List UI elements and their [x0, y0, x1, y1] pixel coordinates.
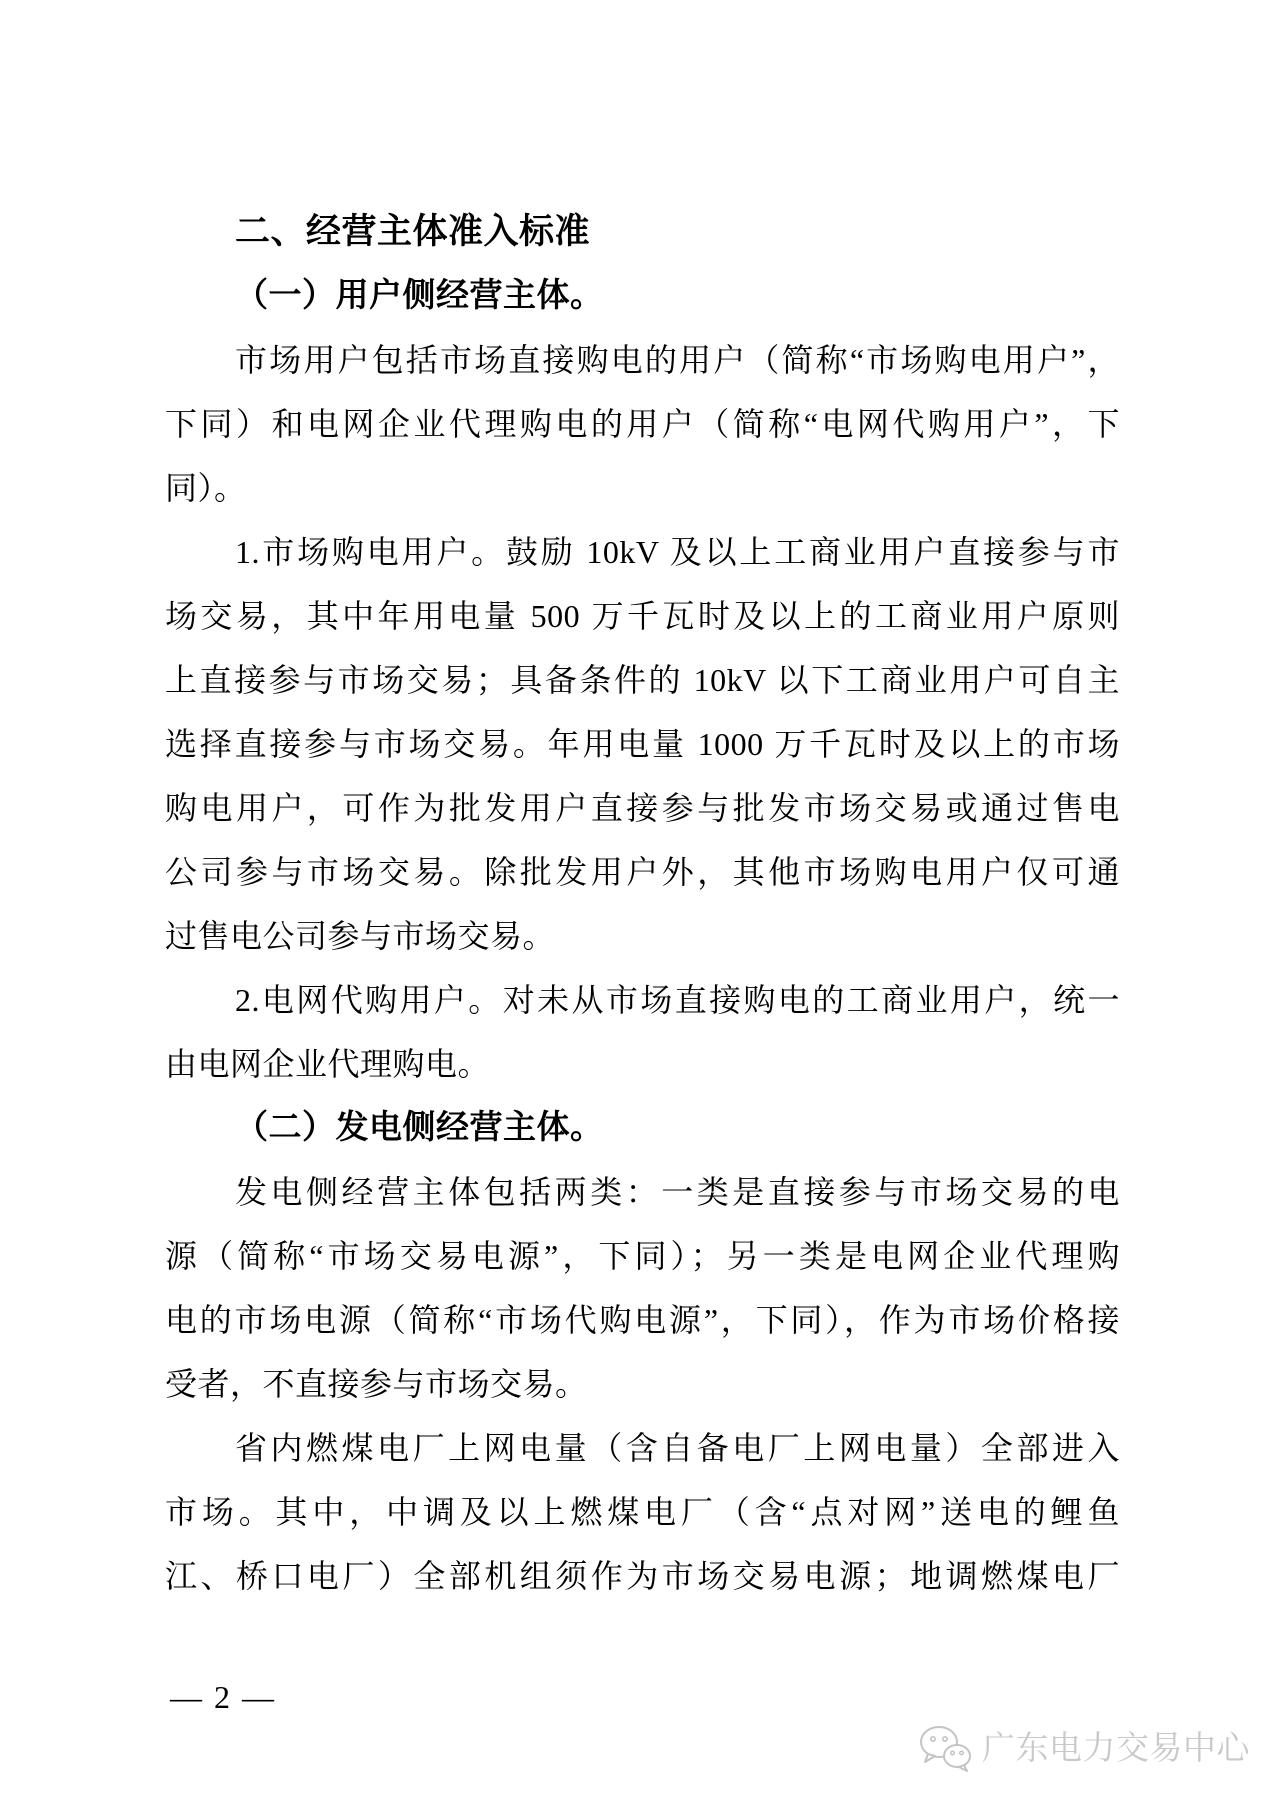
text-line: 市场。其中，中调及以上燃煤电厂（含“点对网”送电的鲤鱼 [165, 1494, 1120, 1530]
text-line: 受者，不直接参与市场交易。 [165, 1366, 588, 1402]
text-line: 2.电网代购用户。对未从市场直接购电的工商业用户，统一 [235, 982, 1120, 1018]
text-line: 江、桥口电厂）全部机组须作为市场交易电源；地调燃煤电厂 [165, 1558, 1120, 1594]
text-line: 发电侧经营主体包括两类：一类是直接参与市场交易的电 [235, 1174, 1120, 1210]
text-line: 电的市场电源（简称“市场代购电源”，下同），作为市场价格接 [165, 1302, 1120, 1338]
document-body [165, 200, 1120, 1608]
text-line: 同）。 [165, 470, 247, 506]
text-line: 公司参与市场交易。除批发用户外，其他市场购电用户仅可通 [165, 854, 1120, 890]
text-line: 场交易，其中年用电量 500 万千瓦时及以上的工商业用户原则 [165, 598, 1120, 634]
text-line: 下同）和电网企业代理购电的用户（简称“电网代购用户”，下 [165, 406, 1120, 442]
subsection-heading: （一）用户侧经营主体。 [235, 278, 604, 314]
subsection-heading: （二）发电侧经营主体。 [235, 1110, 604, 1146]
text-line: 购电用户，可作为批发用户直接参与批发市场交易或通过售电 [165, 790, 1120, 826]
wechat-icon [918, 1724, 972, 1772]
text-line: 1.市场购电用户。鼓励 10kV 及以上工商业用户直接参与市 [235, 534, 1120, 570]
watermark-text: 广东电力交易中心 [982, 1729, 1250, 1766]
section-heading: 二、经营主体准入标准 [235, 212, 591, 251]
text-line: 过售电公司参与市场交易。 [165, 918, 556, 954]
text-line: 上直接参与市场交易；具备条件的 10kV 以下工商业用户可自主 [165, 662, 1120, 698]
text-line: 市场用户包括市场直接购电的用户（简称“市场购电用户”， [235, 342, 1120, 378]
text-line: 由电网企业代理购电。 [165, 1046, 491, 1082]
page-number: — 2 — [170, 1679, 276, 1715]
watermark [918, 1724, 1250, 1772]
text-line: 源（简称“市场交易电源”，下同）；另一类是电网企业代理购 [165, 1238, 1120, 1274]
text-line: 选择直接参与市场交易。年用电量 1000 万千瓦时及以上的市场 [165, 726, 1120, 762]
text-line: 省内燃煤电厂上网电量（含自备电厂上网电量）全部进入 [235, 1430, 1120, 1466]
